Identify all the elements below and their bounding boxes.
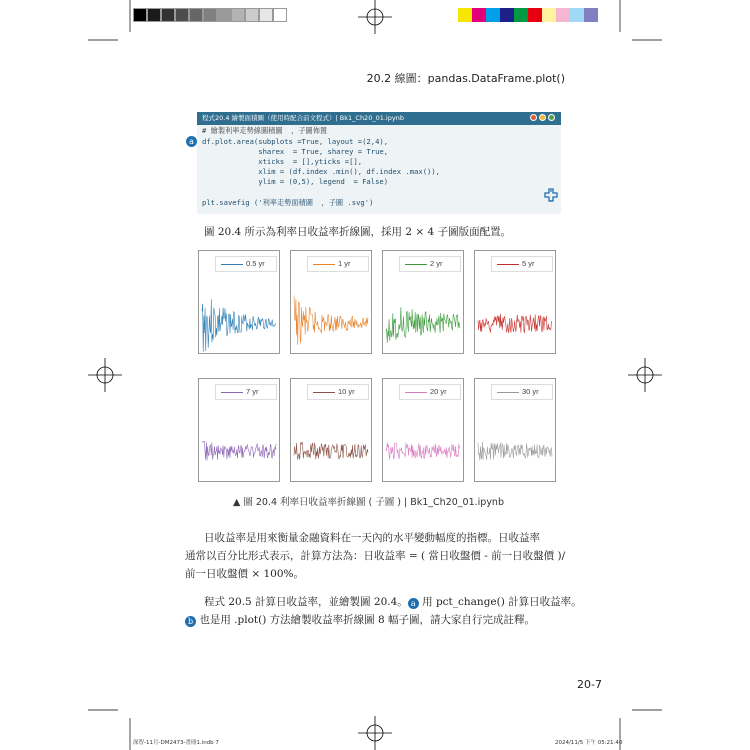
legend-label: 2 yr [430, 259, 443, 268]
legend-label: 1 yr [338, 259, 351, 268]
footer-left: 深智-11月-DM2473-書冊1.indb 7 [133, 740, 219, 746]
footer-right: 2024/11/5 下午 05:21:40 [555, 740, 623, 746]
marker-b-icon: b [185, 616, 196, 627]
paragraph-line: 通常以百分比形式表示，計算方法為：日收益率 = ( 當日收盤價 - 前一日收盤價 )/ [185, 550, 566, 562]
code-line: df.plot.area(subplots =True, layout =(2,4), [202, 137, 389, 146]
series-line [294, 296, 368, 345]
legend-swatch [313, 264, 335, 265]
dot-yellow-icon [539, 114, 546, 121]
code-line: xticks = [],yticks =[], [202, 157, 363, 166]
subplot-panel [198, 378, 280, 482]
code-title-bar [197, 112, 561, 125]
legend-label: 30 yr [522, 387, 539, 396]
legend-label: 20 yr [430, 387, 447, 396]
legend-label: 10 yr [338, 387, 355, 396]
legend-label: 5 yr [522, 259, 535, 268]
series-line [294, 442, 368, 459]
legend-swatch [497, 264, 519, 265]
legend-label: 7 yr [246, 387, 259, 396]
subplot-panel [382, 378, 464, 482]
subplot-panel [382, 250, 464, 354]
legend-box [215, 256, 277, 272]
figure-caption: ▲ 圖 20.4 利率日收益率折線圖 ( 子圖 ) | Bk1_Ch20_01.ipynb [233, 497, 504, 508]
code-line: # 繪製利率走勢線圖積圖 ，子圖佈置 [202, 126, 328, 135]
marker-a-icon: a [408, 598, 419, 609]
subplot-panel [474, 378, 556, 482]
legend-box [307, 384, 369, 400]
python-icon [543, 188, 559, 204]
running-header: 20.2 線圖：pandas.DataFrame.plot() [366, 72, 565, 85]
paragraph-text: 也是用 .plot() 方法繪製收益率折線圖 8 幅子圖，請大家自行完成註釋。 [196, 614, 536, 626]
paragraph2-line2 [185, 612, 535, 627]
legend-swatch [313, 392, 335, 393]
code-line: plt.savefig ('利率走勢面積圖 ，子圖 .svg') [202, 198, 374, 207]
subplot-panel [290, 378, 372, 482]
window-dots [530, 114, 555, 121]
paragraph-line: 日收益率是用來衡量金融資料在一天內的水平變動幅度的指標。日收益率 [204, 532, 540, 544]
subplot-panel [198, 250, 280, 354]
series-line [202, 441, 276, 460]
code-listing-box [197, 112, 561, 214]
subplot-panel [474, 250, 556, 354]
paragraph2-line1 [204, 594, 582, 609]
legend-swatch [405, 392, 427, 393]
dot-red-icon [530, 114, 537, 121]
series-line [386, 443, 460, 460]
paragraph-text: 用 pct_change() 計算日收益率。 [418, 596, 582, 608]
legend-swatch [221, 264, 243, 265]
legend-box [215, 384, 277, 400]
series-line [386, 307, 460, 343]
intro-text: 圖 20.4 所示為利率日收益率折線圖，採用 2 × 4 子圖版面配置。 [204, 226, 512, 238]
legend-box [399, 384, 461, 400]
page-number: 20-7 [577, 678, 602, 691]
series-line [478, 314, 552, 333]
legend-box [491, 384, 553, 400]
legend-label: 0.5 yr [246, 259, 265, 268]
legend-swatch [405, 264, 427, 265]
legend-box [307, 256, 369, 272]
code-line: xlim = (df.index .min(), df.index .max()), [202, 167, 440, 176]
legend-box [399, 256, 461, 272]
marker-a-icon: a [186, 136, 197, 147]
code-title: 程式20.4 繪製面積圖（使用時配合前文程式）| Bk1_Ch20_01.ipynb [202, 114, 404, 122]
series-line [478, 442, 552, 460]
paragraph-text: 程式 20.5 計算日收益率，並繪製圖 20.4。 [204, 596, 408, 608]
legend-box [491, 256, 553, 272]
subplot-panel [290, 250, 372, 354]
paragraph-line: 前一日收盤價 × 100%。 [185, 568, 304, 580]
series-line [202, 299, 276, 352]
legend-swatch [497, 392, 519, 393]
legend-swatch [221, 392, 243, 393]
code-line: sharex = True, sharey = True, [202, 147, 389, 156]
dot-green-icon [548, 114, 555, 121]
code-line: ylim = (0,5), legend = False) [202, 177, 389, 186]
